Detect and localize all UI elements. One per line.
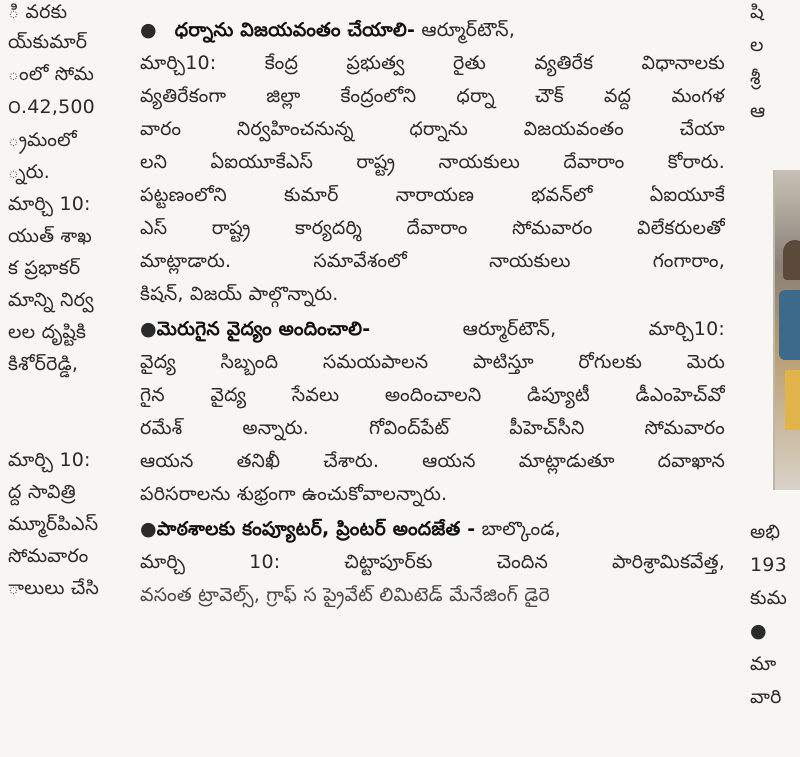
right-line: అభి bbox=[750, 521, 781, 543]
left-line: మ్మూర్‌పిఎస్ bbox=[8, 513, 99, 535]
left-line: ్రమంలో bbox=[8, 129, 77, 151]
right-line: శ్రీ bbox=[750, 67, 761, 89]
left-column bbox=[0, 0, 130, 757]
article1-line: లని ఏఐయూకేఎస్ రాష్ట్ర నాయకులు దేవారాం కోరారు. bbox=[140, 151, 725, 173]
article2-line: పరిసరాలను శుభ్రంగా ఉంచుకోవాలన్నారు. bbox=[140, 483, 448, 505]
article1-line: పట్టణంలోని కుమార్ నారాయణ భవన్‌లో ఏఐయూకే bbox=[140, 184, 725, 206]
right-line: మా bbox=[750, 653, 777, 675]
right-line: ల bbox=[750, 34, 764, 56]
right-line: షి bbox=[750, 1, 764, 23]
left-line: ౦.42,500 bbox=[8, 96, 95, 118]
right-column bbox=[735, 0, 800, 757]
main-column bbox=[140, 0, 725, 757]
right-line: వారి bbox=[750, 686, 782, 708]
right-line: ఆ bbox=[750, 100, 766, 122]
article1-line: మార్చి10: కేంద్ర ప్రభుత్వ రైతు వ్యతిరేక విధానాలకు bbox=[140, 52, 725, 74]
left-line: ి వరకు bbox=[8, 1, 68, 23]
right-line: కుమ bbox=[750, 587, 787, 609]
left-line: ాలులు చేసి bbox=[8, 577, 100, 599]
left-line: ద్ద సావిత్రి bbox=[8, 481, 76, 503]
left-line: లల దృష్టికి bbox=[8, 321, 87, 343]
article1-line: ఎస్ రాష్ట్ర కార్యదర్శి దేవారాం సోమవారం విలేకరులతో bbox=[140, 217, 725, 239]
article2-line: గైన వైద్య సేవలు అందించాలని డిప్యూటీ డీఎంహెచ్‌వో bbox=[140, 384, 725, 406]
article1-line: వారం నిర్వహించనున్న ధర్నాను విజయవంతం చేయా bbox=[140, 118, 725, 140]
bullet-icon: ● bbox=[140, 318, 157, 340]
left-line: మార్చి 10: bbox=[8, 449, 91, 471]
article3-headline: పాఠశాలకు కంప్యూటర్, ప్రింటర్ అందజేత - bbox=[156, 518, 476, 540]
left-line: సోమవారం bbox=[8, 545, 89, 567]
article1-heading-line bbox=[140, 18, 725, 42]
bullet-icon: ● bbox=[140, 19, 157, 41]
article1-line: మాట్లాడారు. సమావేశంలో నాయకులు గంగారాం, bbox=[140, 250, 725, 272]
news-photo bbox=[773, 170, 800, 490]
article3-heading-line: ●పాఠశాలకు కంప్యూటర్, ప్రింటర్ అందజేత - బాల్కొండ, bbox=[140, 518, 561, 540]
right-line: ● bbox=[750, 620, 767, 642]
left-line: క ప్రభాకర్ bbox=[8, 257, 81, 279]
article1-line: వ్యతిరేకంగా జిల్లా కేంద్రంలోని ధర్నా చౌక్ వద్ద మంగళ bbox=[140, 85, 725, 107]
bullet-icon: ● bbox=[140, 518, 157, 540]
right-line: 193 bbox=[750, 554, 787, 576]
left-line: ్నరు. bbox=[8, 161, 51, 183]
article1-headline: ధర్నాను విజయవంతం చేయాలి- bbox=[174, 19, 416, 41]
article3-line: మార్చి 10: చిట్టాపూర్‌కు చెందిన పారిశ్రామికవేత్త, bbox=[140, 551, 725, 573]
article2-heading-line: ●మెరుగైన వైద్యం అందించాలి- ఆర్మూర్‌టౌన్, మార్చి10: bbox=[140, 318, 725, 340]
left-line: య్‌కుమార్ bbox=[8, 31, 88, 53]
article1-line: కిషన్, విజయ్ పాల్గొన్నారు. bbox=[140, 283, 339, 305]
article1-dateline: ఆర్మూర్‌టౌన్, bbox=[421, 19, 516, 41]
article2-line: వైద్య సిబ్బంది సమయపాలన పాటిస్తూ రోగులకు మెరు bbox=[140, 351, 725, 373]
article2-headline: మెరుగైన వైద్యం అందించాలి- bbox=[156, 318, 371, 340]
left-line: మాన్ని నిర్వ bbox=[8, 289, 94, 311]
left-line: కిశోర్‌రెడ్డి, bbox=[8, 353, 79, 375]
article2-line: ఆయన తనిఖీ చేశారు. ఆయన మాట్లాడుతూ దవాఖాన bbox=[140, 450, 725, 472]
left-line: ంలో సోమ bbox=[8, 63, 95, 85]
left-line: యుత్ శాఖ bbox=[8, 225, 92, 247]
article2-line: రమేశ్ అన్నారు. గోవింద్‌పేట్ పీహెచ్‌సీని సోమవారం bbox=[140, 417, 725, 439]
article3-line: వసంత ట్రావెల్స్, గ్రాఫ్ స ప్రైవేట్ లిమిటెడ్ మేనేజింగ్ డైరె bbox=[140, 584, 550, 606]
left-line: మార్చి 10: bbox=[8, 193, 91, 215]
